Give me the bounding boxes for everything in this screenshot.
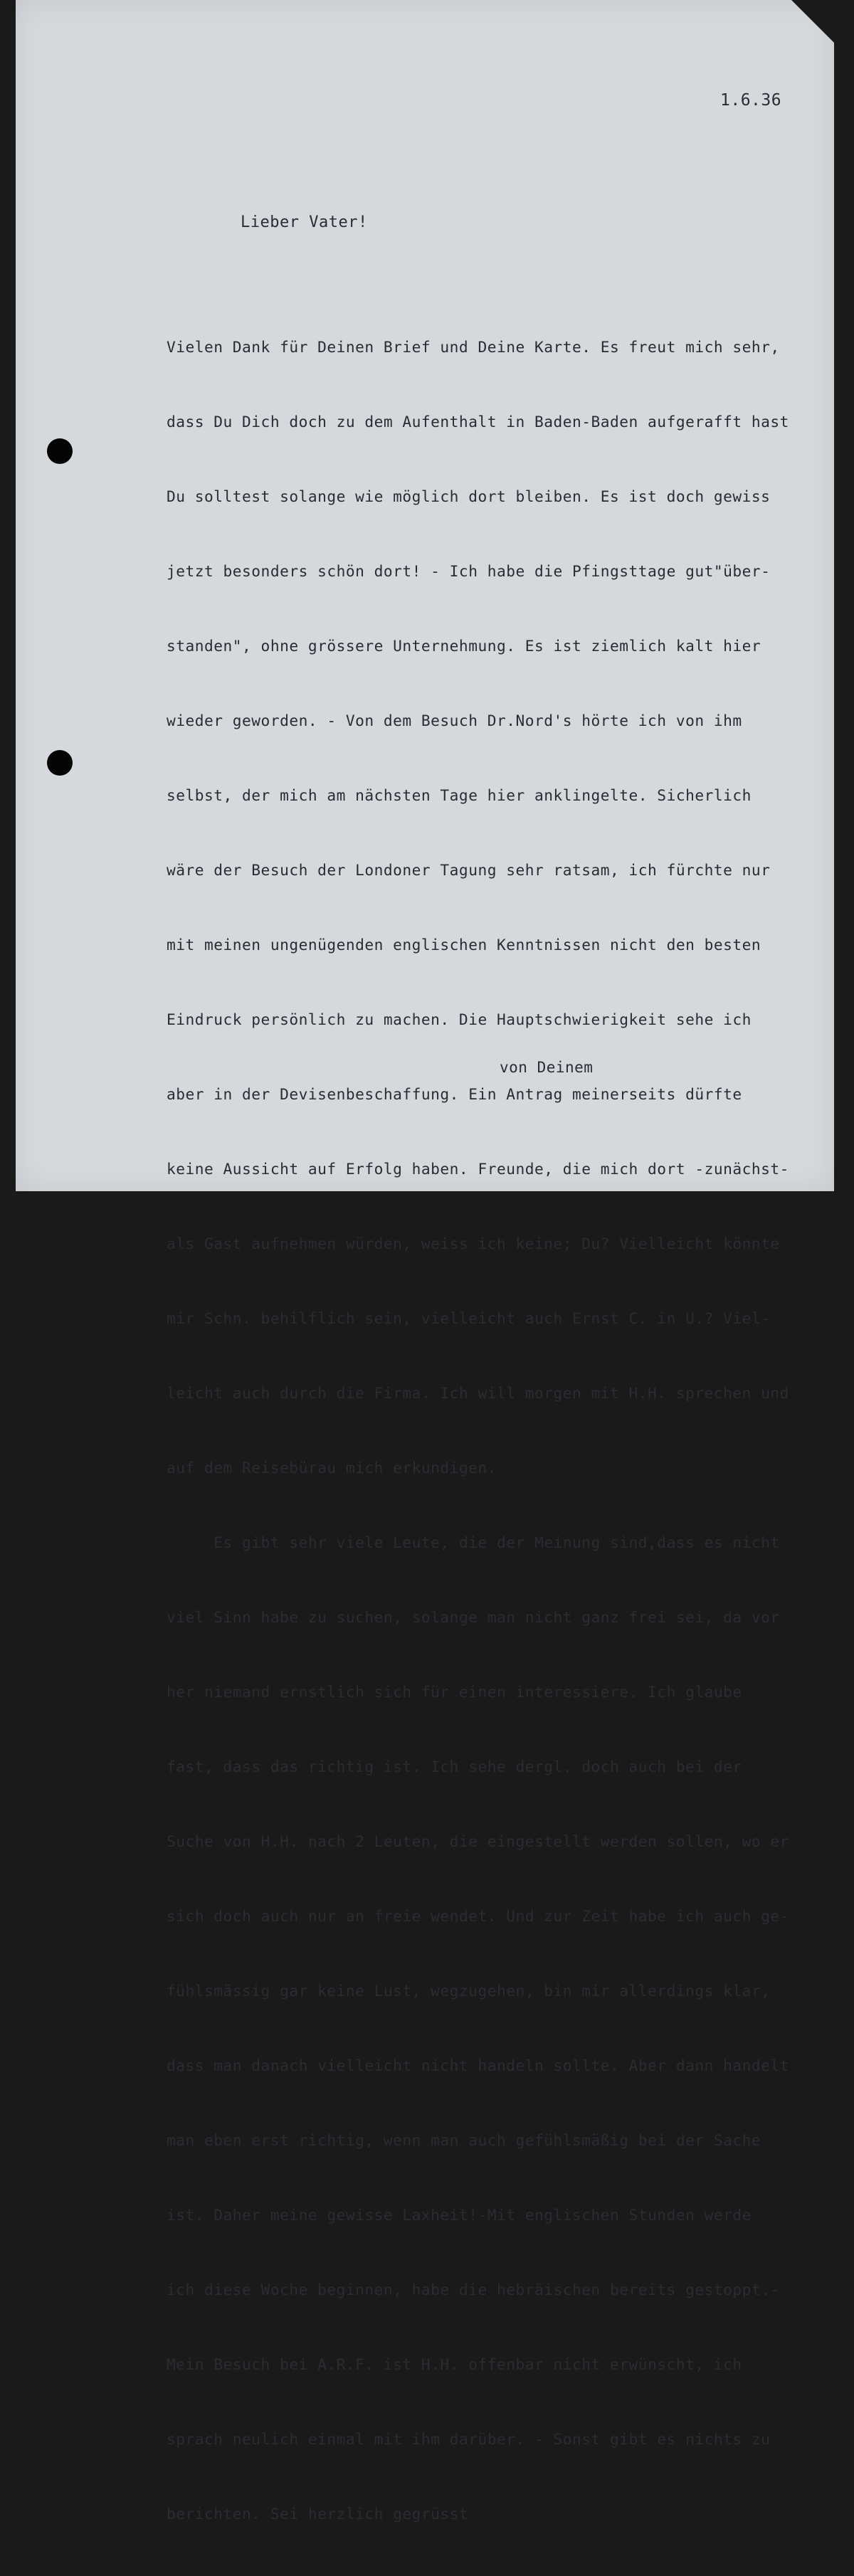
body-line: aber in der Devisenbeschaffung. Ein Antrag meinerseits dürfte (167, 1085, 742, 1103)
closing: von Deinem (500, 1059, 594, 1076)
body-line: ich diese Woche beginnen, habe die hebräischen bereits gestoppt.- (167, 2281, 780, 2298)
body-line: sich doch auch nur an freie wendet. Und zur Zeit habe ich auch ge- (167, 1907, 789, 1925)
body-line: Es gibt sehr viele Leute, die der Meinung sind,dass es nicht (167, 1534, 780, 1551)
body-line: fühlsmässig gar keine Lust, wegzugehen, bin mir allerdings klar, (167, 1982, 771, 2000)
letter-body (167, 285, 835, 2576)
punch-hole (47, 438, 73, 464)
body-line: Du solltest solange wie möglich dort bleiben. Es ist doch gewiss (167, 487, 771, 505)
letter-page (16, 0, 834, 2523)
torn-corner (791, 0, 834, 43)
body-line: viel Sinn habe zu suchen, solange man nicht ganz frei sei, da vor (167, 1608, 780, 1626)
body-line: dass Du Dich doch zu dem Aufenthalt in Baden-Baden aufgerafft hast (167, 413, 789, 431)
body-line: wäre der Besuch der Londoner Tagung sehr ratsam, ich fürchte nur (167, 861, 771, 879)
body-line: wieder geworden. - Von dem Besuch Dr.Nord's hörte ich von ihm (167, 712, 742, 729)
body-line: als Gast aufnehmen würden, weiss ich keine; Du? Vielleicht könnte (167, 1235, 780, 1252)
body-line: her niemand ernstlich sich für einen interessiere. Ich glaube (167, 1683, 742, 1701)
salutation: Lieber Vater! (241, 213, 368, 231)
body-line: Vielen Dank für Deinen Brief und Deine Karte. Es freut mich sehr, (167, 338, 780, 356)
body-line: jetzt besonders schön dort! - Ich habe die Pfingsttage gut"über- (167, 562, 771, 580)
body-line: berichten. Sei herzlich gegrüsst (167, 2505, 469, 2523)
body-line: dass man danach vielleicht nicht handeln sollte. Aber dann handelt (167, 2057, 789, 2074)
body-line: selbst, der mich am nächsten Tage hier anklingelte. Sicherlich (167, 786, 752, 804)
body-line: fast, dass das richtig ist. Ich sehe dergl. doch auch bei der (167, 1758, 742, 1775)
body-line: mir Schn. behilflich sein, vielleicht auch Ernst C. in U.? Viel- (167, 1309, 771, 1327)
body-line: ist. Daher meine gewisse Laxheit!-Mit englischen Stunden werde (167, 2206, 752, 2224)
body-line: keine Aussicht auf Erfolg haben. Freunde, die mich dort -zunächst- (167, 1160, 789, 1178)
body-line: auf dem Reisebürau mich erkundigen. (167, 1459, 497, 1477)
punch-hole (47, 750, 73, 776)
body-line: man eben erst richtig, wenn man auch gefühlsmäßig bei der Sache (167, 2131, 761, 2149)
body-line: Mein Besuch bei A.R.F. ist H.H. offenbar nicht erwünscht, ich (167, 2355, 742, 2373)
body-line: Suche von H.H. nach 2 Leuten, die eingestellt werden sollen, wo er (167, 1832, 789, 1850)
body-line: Eindruck persönlich zu machen. Die Hauptschwierigkeit sehe ich (167, 1010, 752, 1028)
body-line: mit meinen ungenügenden englischen Kenntnissen nicht den besten (167, 936, 761, 954)
body-line: standen", ohne grössere Unternehmung. Es ist ziemlich kalt hier (167, 637, 761, 655)
body-line: leicht auch durch die Firma. Ich will morgen mit H.H. sprechen und (167, 1384, 789, 1402)
letter-date: 1.6.36 (720, 91, 782, 110)
body-line: sprach neulich einmal mit ihm darüber. - Sonst gibt es nichts zu (167, 2430, 771, 2448)
